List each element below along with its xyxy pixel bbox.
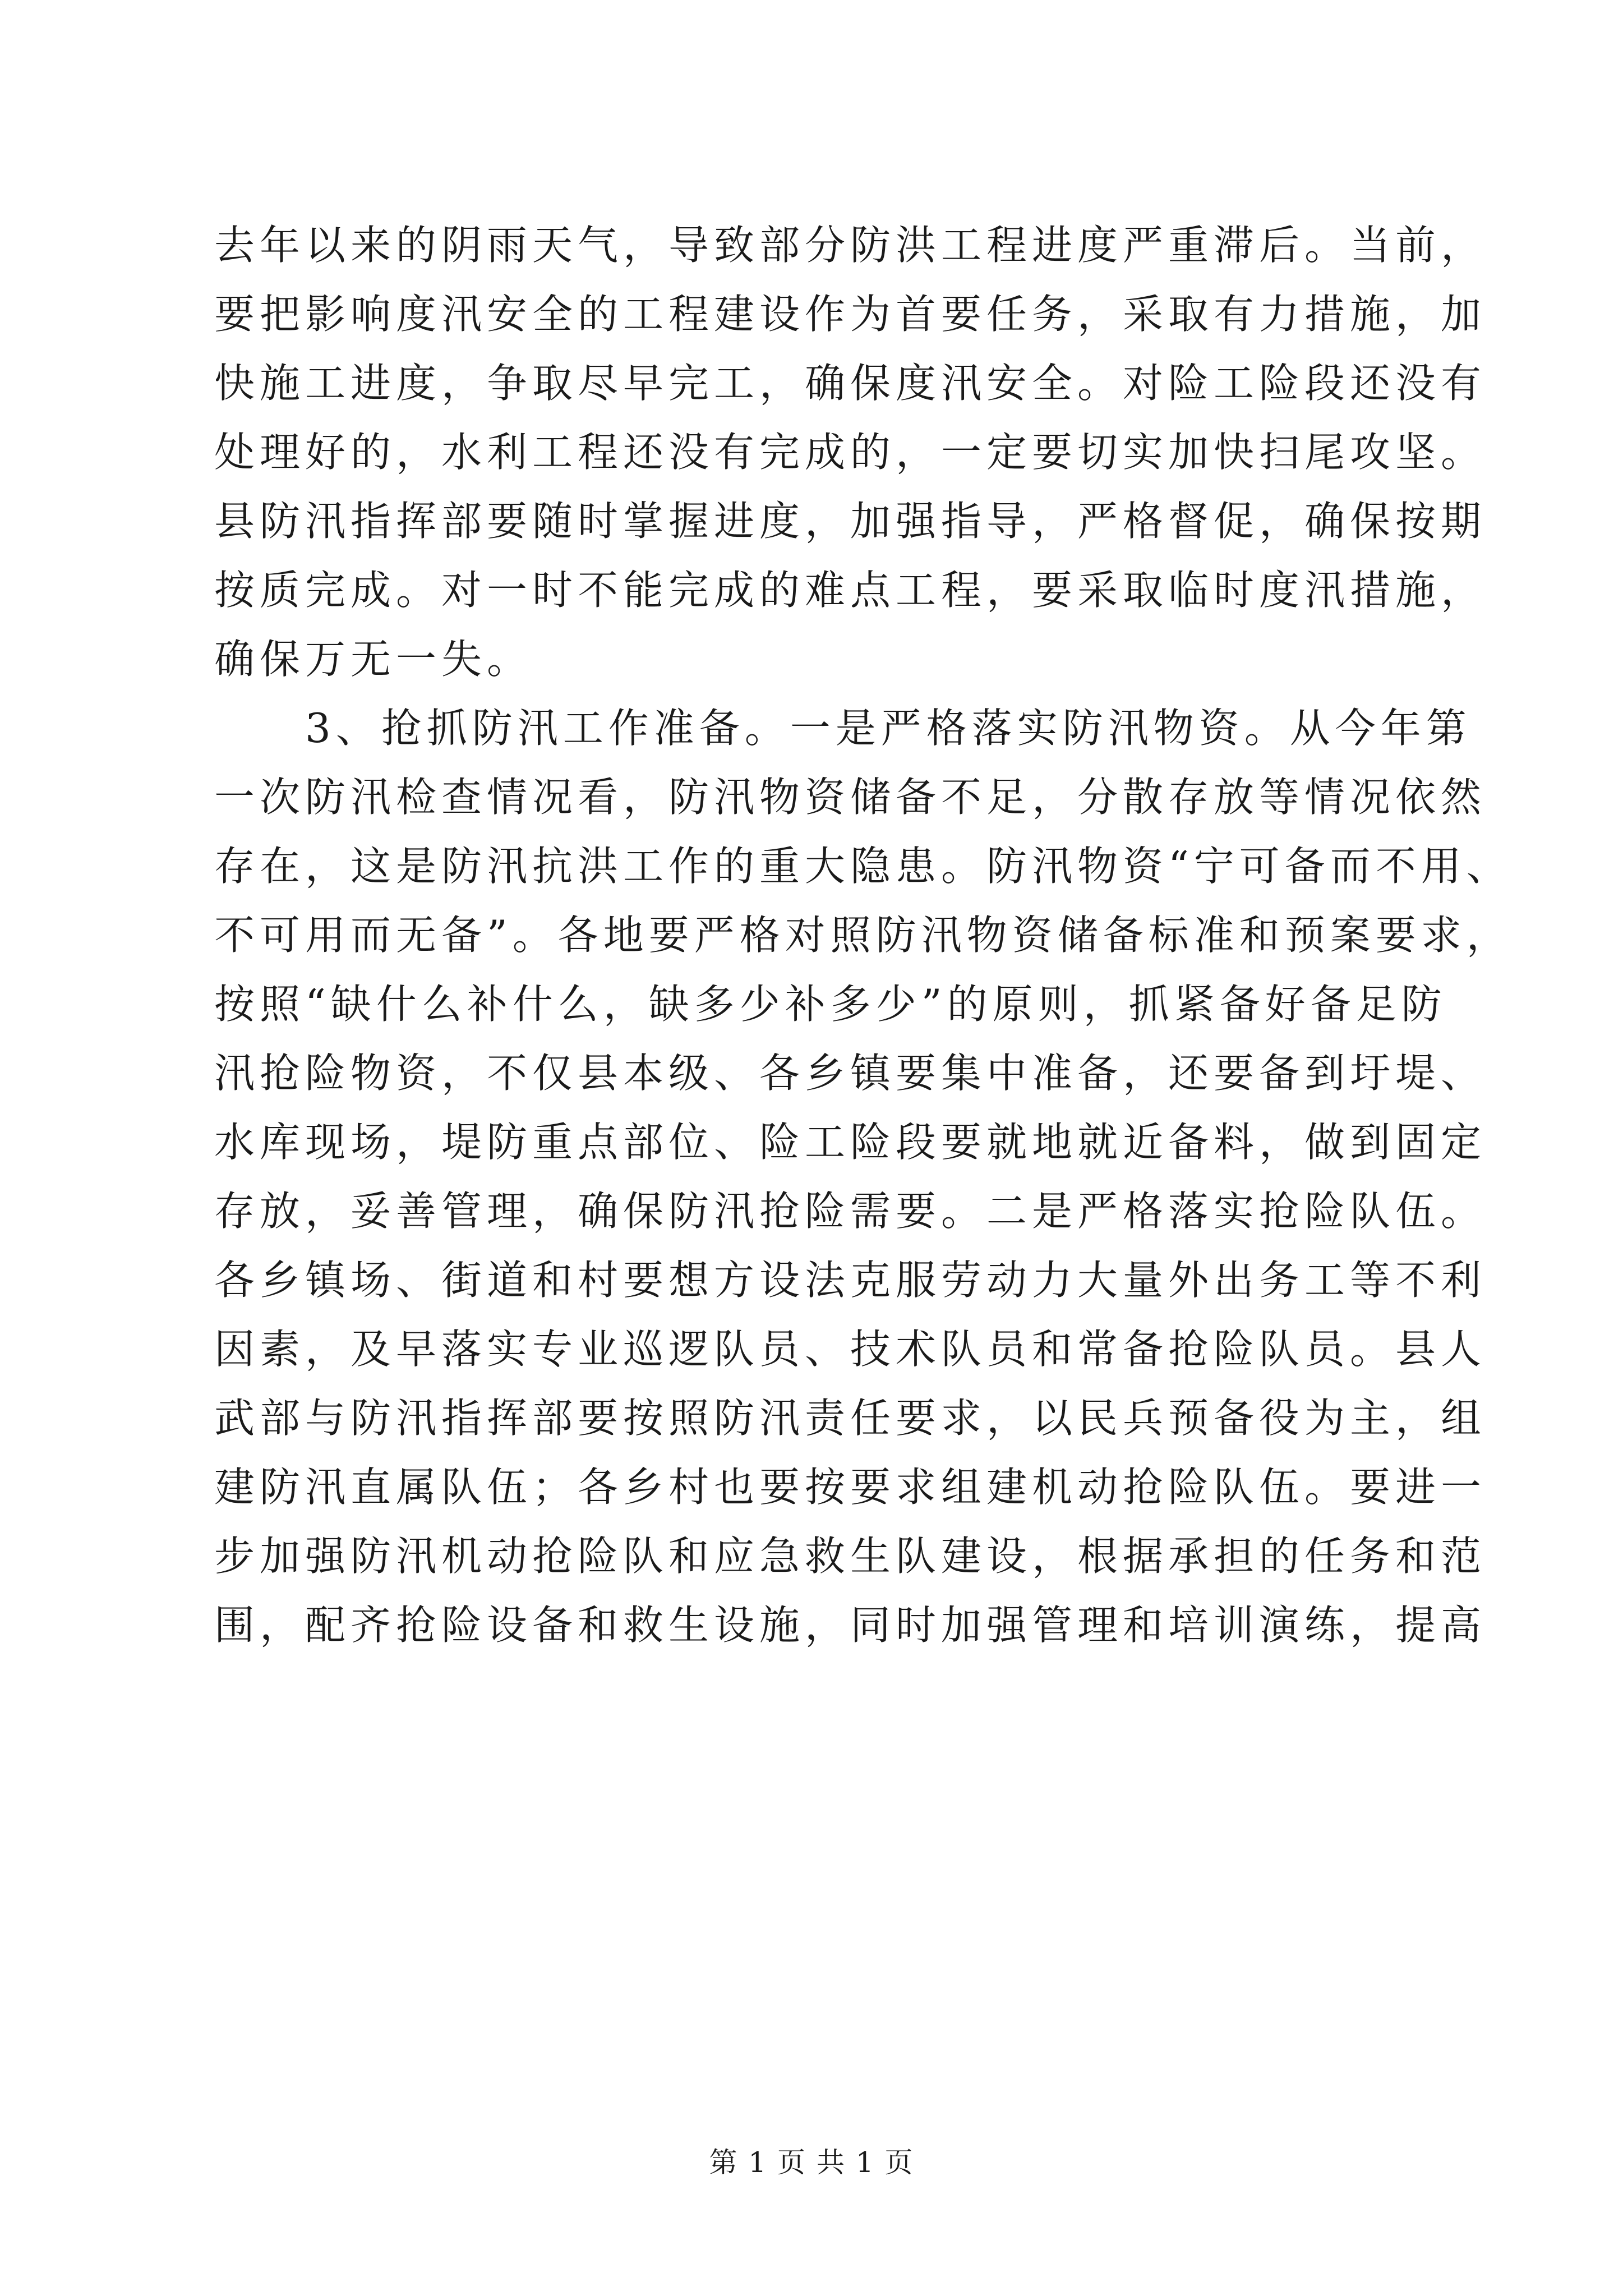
text-line: 处理好的，水利工程还没有完成的，一定要切实加快扫尾攻坚。 [214, 429, 1487, 476]
text-line: 确保万无一失。 [214, 636, 533, 683]
text-line: 一次防汛检查情况看，防汛物资储备不足，分散存放等情况依然 [214, 774, 1487, 821]
body-text [214, 211, 1512, 1660]
text-line: 去年以来的阴雨天气，导致部分防洪工程进度严重滞后。当前， [214, 222, 1487, 269]
text-line: 存放，妥善管理，确保防汛抢险需要。二是严格落实抢险队伍。 [214, 1188, 1487, 1235]
text-line: 不可用而无备”。各地要严格对照防汛物资储备标准和预案要求， [214, 912, 1512, 959]
page-footer: 第 1 页 共 1 页 [709, 2146, 914, 2179]
text-line: 围，配齐抢险设备和救生设施，同时加强管理和培训演练，提高 [214, 1602, 1487, 1649]
text-line: 武部与防汛指挥部要按照防汛责任要求，以民兵预备役为主，组 [214, 1395, 1487, 1442]
text-line: 因素，及早落实专业巡逻队员、技术队员和常备抢险队员。县人 [214, 1326, 1487, 1373]
text-line: 按照“缺什么补什么，缺多少补多少”的原则，抓紧备好备足防 [214, 981, 1447, 1028]
text-line: 汛抢险物资，不仅县本级、各乡镇要集中准备，还要备到圩堤、 [214, 1050, 1487, 1097]
text-line: 要把影响度汛安全的工程建设作为首要任务，采取有力措施，加 [214, 291, 1487, 338]
text-line: 水库现场，堤防重点部位、险工险段要就地就近备料，做到固定 [214, 1119, 1487, 1166]
text-line: 各乡镇场、街道和村要想方设法克服劳动力大量外出务工等不利 [214, 1257, 1487, 1304]
text-line: 县防汛指挥部要随时掌握进度，加强指导，严格督促，确保按期 [214, 498, 1487, 545]
text-line: 步加强防汛机动抢险队和应急救生队建设，根据承担的任务和范 [214, 1533, 1487, 1580]
text-line: 存在，这是防汛抗洪工作的重大隐患。防汛物资“宁可备而不用、 [214, 843, 1512, 890]
text-line: 按质完成。对一时不能完成的难点工程，要采取临时度汛措施， [214, 567, 1487, 614]
text-line: 建防汛直属队伍；各乡村也要按要求组建机动抢险队伍。要进一 [214, 1464, 1487, 1511]
text-line: 3、抢抓防汛工作准备。一是严格落实防汛物资。从今年第 [214, 705, 1472, 752]
text-line: 快施工进度，争取尽早完工，确保度汛安全。对险工险段还没有 [214, 360, 1487, 407]
